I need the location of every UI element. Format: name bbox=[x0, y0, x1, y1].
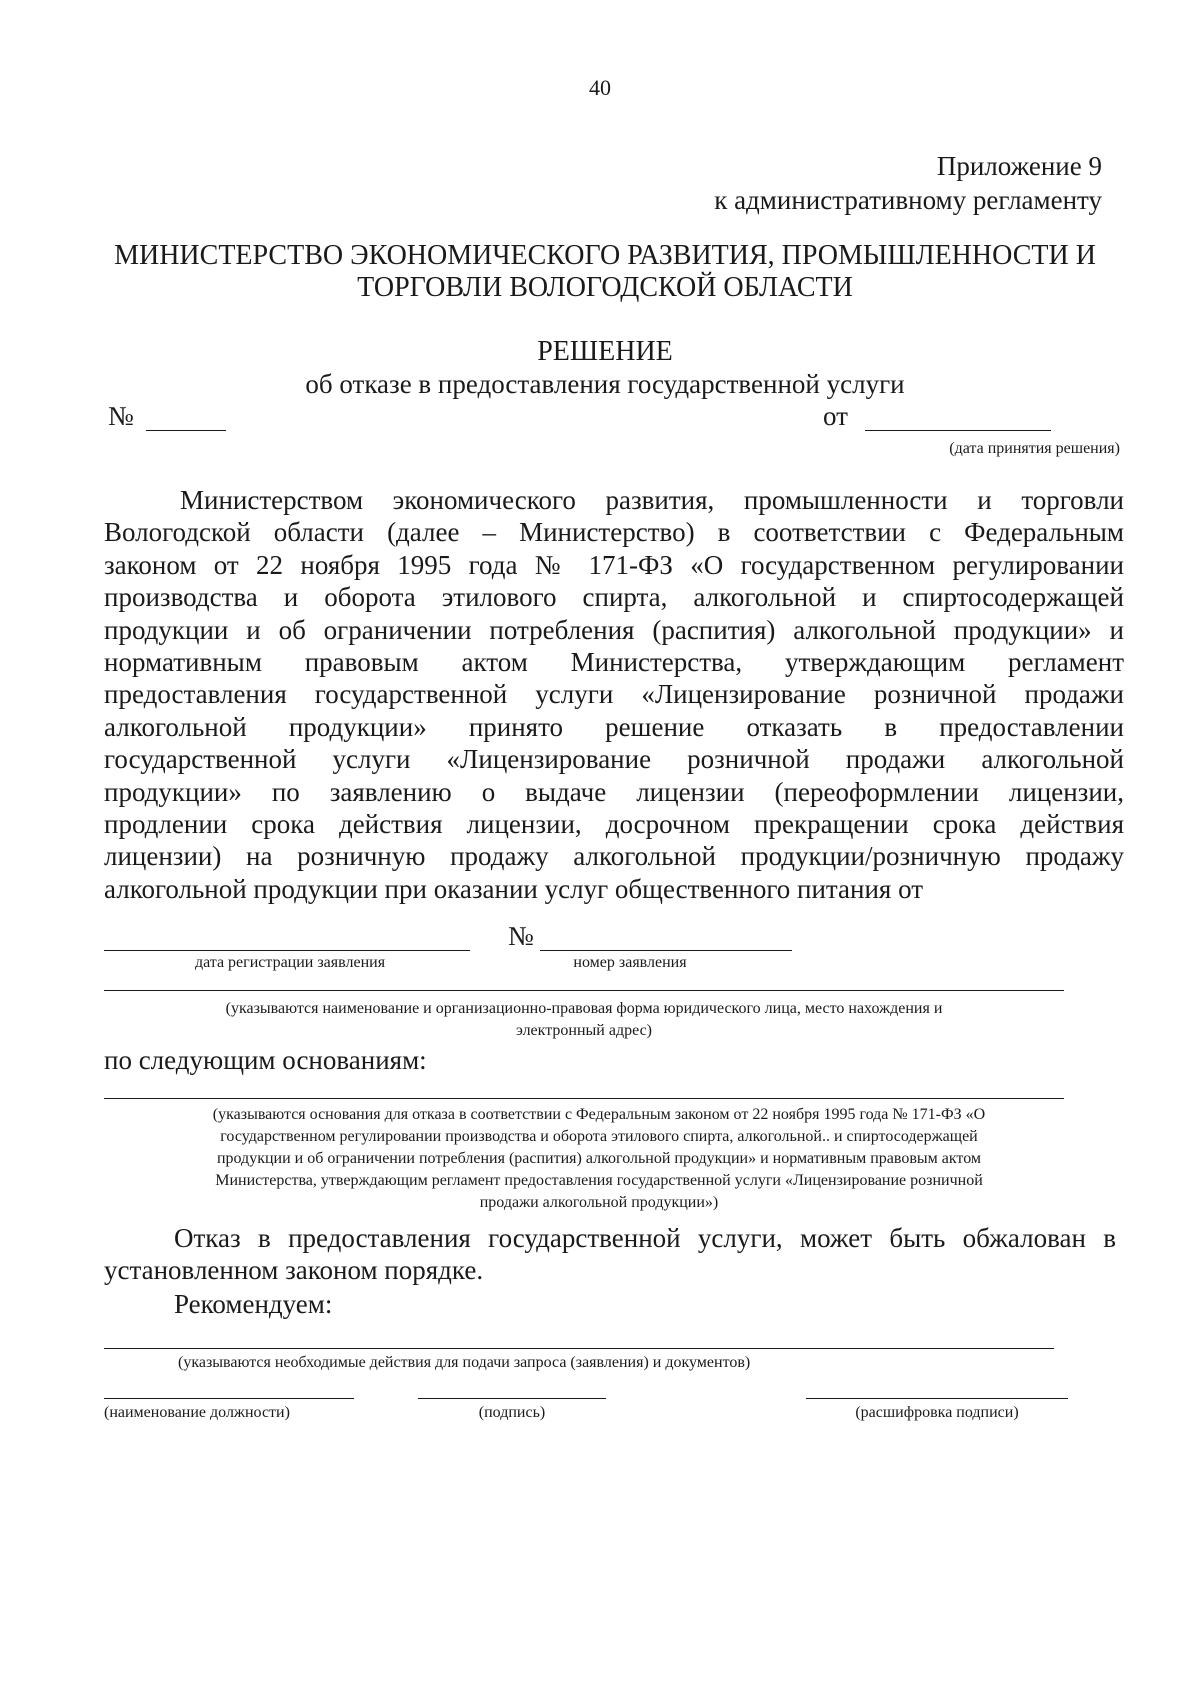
page-number: 40 bbox=[589, 75, 611, 100]
grounds-label: по следующим основаниям: bbox=[104, 1045, 427, 1075]
body-line: алкогольной продукции при оказании услуг общественного питания от bbox=[104, 873, 924, 904]
signature-line bbox=[418, 1398, 606, 1399]
body-line: продлении срока действия лицензии, досрочном прекращении срока действия bbox=[104, 809, 1124, 840]
decision-number-label: № bbox=[108, 401, 134, 431]
body-line: Министерством экономического развития, промышленности и торговли bbox=[180, 485, 1124, 515]
decoding-caption: (расшифровка подписи) bbox=[855, 1404, 1019, 1421]
decision-body bbox=[104, 484, 1124, 905]
actions-line bbox=[104, 1348, 1054, 1349]
decision-date-caption: (дата принятия решения) bbox=[949, 440, 1120, 457]
body-line: продукции» по заявлению о выдаче лицензии (переоформлении лицензии, bbox=[104, 776, 1124, 807]
body-line: предоставления государственной услуги «Лицензирование розничной продажи bbox=[104, 679, 1124, 710]
body-line: продукции и об ограничении потребления (распития) алкогольной продукции» и bbox=[104, 614, 1124, 645]
position-line bbox=[104, 1398, 354, 1399]
grounds-line bbox=[104, 1098, 1064, 1099]
decision-number-line bbox=[146, 430, 226, 431]
ministry-name-line1: МИНИСТЕРСТВО ЭКОНОМИЧЕСКОГО РАЗВИТИЯ, ПРОМЫШЛЕННОСТИ И bbox=[114, 240, 1096, 271]
entity-caption-line1: (указываются наименование и организационно-правовая форма юридического лица, место нахождения и bbox=[225, 1000, 943, 1017]
ministry-name-line2: ТОРГОВЛИ ВОЛОГОДСКОЙ ОБЛАСТИ bbox=[357, 272, 853, 303]
signature-caption: (подпись) bbox=[478, 1404, 546, 1421]
grounds-caption-line: продажи алкогольной продукции») bbox=[479, 1194, 719, 1211]
appeal-line1: Отказ в предоставления государственной услуги, может быть обжалован в bbox=[174, 1223, 1116, 1253]
decoding-line bbox=[806, 1398, 1068, 1399]
grounds-caption-line: Министерства, утверждающим регламент предоставления государственной услуги «Лицензирование розничной bbox=[215, 1172, 983, 1189]
appendix-title: Приложение 9 bbox=[936, 151, 1102, 181]
entity-caption-line2: электронный адрес) bbox=[515, 1022, 653, 1039]
application-date-line bbox=[104, 950, 470, 951]
recommend-label: Рекомендуем: bbox=[174, 1289, 333, 1319]
appeal-line2: установленном законом порядке. bbox=[104, 1255, 484, 1286]
decision-subtitle: об отказе в предоставления государственной услуги bbox=[305, 369, 905, 399]
body-line: нормативным правовым актом Министерства, утверждающим регламент bbox=[104, 647, 1124, 678]
body-line: государственной услуги «Лицензирование розничной продажи алкогольной bbox=[104, 744, 1124, 775]
actions-caption: (указываются необходимые действия для подачи запроса (заявления) и документов) bbox=[178, 1354, 751, 1371]
body-line: Вологодской области (далее – Министерство) в соответствии с Федеральным bbox=[104, 517, 1124, 548]
body-line: законом от 22 ноября 1995 года № 171-ФЗ «О государственном регулировании bbox=[104, 549, 1124, 580]
grounds-caption-line: (указываются основания для отказа в соответствии с Федеральным законом от 22 ноября 1995 года № 171-ФЗ «О bbox=[212, 1106, 986, 1123]
application-number-line bbox=[540, 950, 792, 951]
body-line: производства и оборота этилового спирта, алкогольной и спиртосодержащей bbox=[104, 582, 1124, 613]
appendix-subtitle: к административному регламенту bbox=[714, 185, 1102, 215]
appeal-paragraph bbox=[104, 1222, 1116, 1287]
application-number-sign: № bbox=[508, 921, 534, 951]
application-number-caption: номер заявления bbox=[573, 954, 687, 971]
decision-date-line bbox=[865, 430, 1051, 431]
grounds-caption-line: продукции и об ограничении потребления (распития) алкогольной продукции» и нормативным правовым актом bbox=[216, 1150, 982, 1167]
body-line: алкогольной продукции» принято решение отказать в предоставлении bbox=[104, 711, 1124, 742]
decision-date-label: от bbox=[823, 401, 848, 431]
application-date-caption: дата регистрации заявления bbox=[194, 954, 386, 971]
position-caption: (наименование должности) bbox=[104, 1404, 290, 1421]
decision-title: РЕШЕНИЕ bbox=[537, 336, 673, 367]
grounds-caption-line: государственном регулировании производства и оборота этилового спирта, алкогольной.. и спиртосодержащей bbox=[220, 1128, 978, 1145]
body-line: лицензии) на розничную продажу алкогольной продукции/розничную продажу bbox=[104, 841, 1124, 872]
entity-line bbox=[104, 990, 1064, 991]
grounds-caption bbox=[104, 1104, 1094, 1214]
